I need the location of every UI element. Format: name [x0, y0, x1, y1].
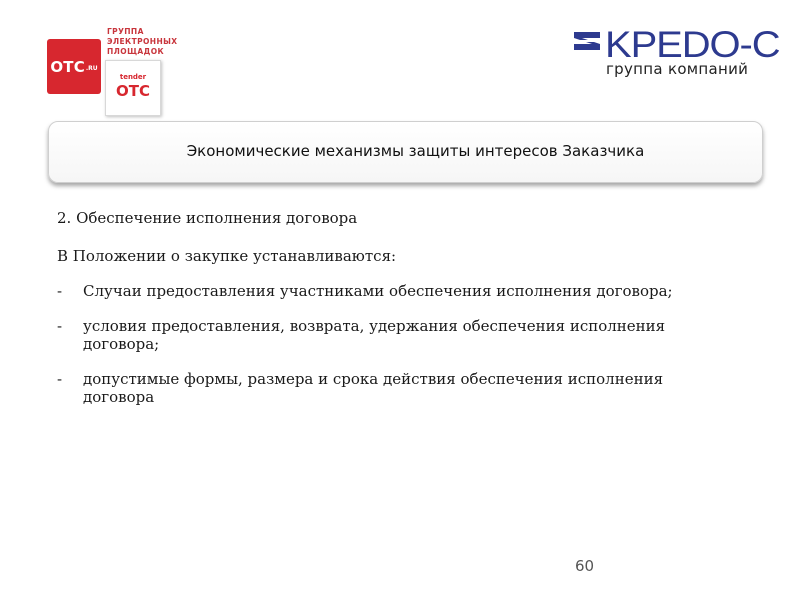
- section-heading: 2. Обеспечение исполнения договора: [57, 209, 358, 227]
- bullet-text: допустимые формы, размера и срока действия обеспечения исполнения договора: [83, 370, 664, 406]
- group-label-line-1: ГРУППА: [107, 27, 144, 36]
- otc-ru-logo: [47, 39, 101, 94]
- slide-title: Экономические механизмы защиты интересов Заказчика: [186, 142, 645, 160]
- kredo-c-logo-mark-icon: [572, 28, 602, 58]
- tender-otc-logo: [105, 60, 161, 116]
- slide-title-bar: [48, 121, 763, 183]
- group-label-line-2: ЭЛЕКТРОННЫХ: [107, 37, 178, 46]
- kredo-c-logo-word: KPEDO-C: [605, 24, 780, 65]
- intro-text: В Положении о закупке устанавливаются:: [57, 247, 397, 265]
- otc-ru-logo-main: OTC: [50, 57, 85, 76]
- bullet-dash: -: [57, 317, 63, 335]
- bullet-dash: -: [57, 370, 63, 388]
- tender-otc-logo-main: OTC: [116, 82, 150, 100]
- kredo-c-logo-subtitle: группа компаний: [606, 60, 749, 78]
- group-label-line-3: ПЛОЩАДОК: [107, 47, 165, 56]
- kredo-c-logo: [572, 22, 782, 82]
- tender-otc-logo-top: tender: [119, 73, 147, 81]
- bullet-text: условия предоставления, возврата, удержания обеспечения исполнения договора;: [83, 317, 666, 353]
- otc-ru-logo-suffix: .RU: [85, 65, 98, 72]
- group-of-platforms-label: [107, 27, 187, 57]
- bullet-dash: -: [57, 282, 63, 300]
- bullet-text: Случаи предоставления участниками обеспечения исполнения договора;: [83, 282, 673, 300]
- page-number: 60: [575, 557, 595, 575]
